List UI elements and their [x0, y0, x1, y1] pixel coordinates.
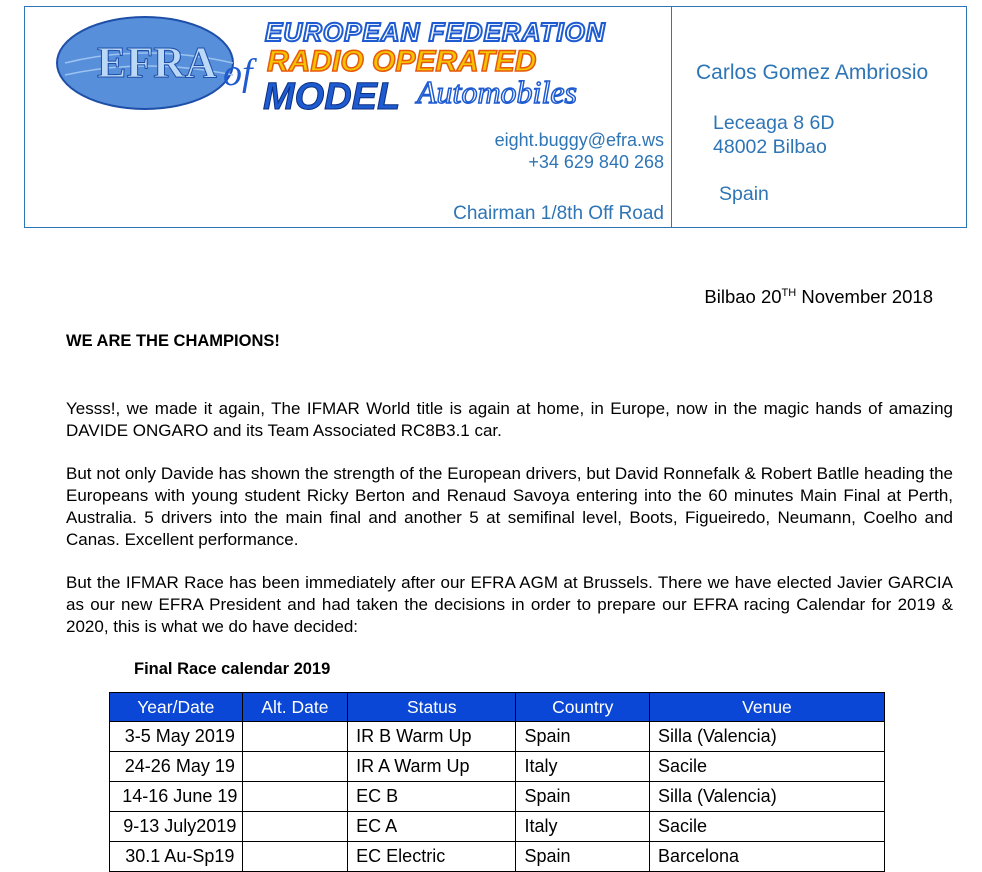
cell-country: Spain: [516, 782, 650, 812]
logo-line1: EUROPEAN FEDERATION: [265, 17, 606, 47]
paragraph-1: Yesss!, we made it again, The IFMAR World title is again at home, in Europe, now in the magic hands of amazing DAVIDE ONGARO and its Team Associated RC8B3.1 car.: [66, 399, 953, 440]
cell-date: 24-26 May 19: [110, 752, 243, 782]
column-header: Country: [516, 693, 650, 722]
sender-address: [713, 111, 834, 159]
address-line-2: 48002 Bilbao: [713, 136, 827, 158]
date-prefix: Bilbao 20: [704, 286, 782, 307]
cell-status: EC A: [348, 812, 516, 842]
table-row: [110, 842, 885, 872]
logo-word-of: of: [223, 52, 253, 94]
table-row: [110, 782, 885, 812]
cell-status: IR A Warm Up: [348, 752, 516, 782]
cell-status: IR B Warm Up: [348, 722, 516, 752]
table-row: [110, 722, 885, 752]
letter-heading: WE ARE THE CHAMPIONS!: [66, 332, 280, 350]
column-header: Venue: [649, 693, 884, 722]
cell-date: 3-5 May 2019: [110, 722, 243, 752]
sender-country: Spain: [719, 183, 769, 205]
address-line-1: Leceaga 8 6D: [713, 112, 835, 134]
email-link[interactable]: eight.buggy@efra.ws: [494, 130, 664, 150]
cell-venue: Barcelona: [649, 842, 884, 872]
cell-venue: Silla (Valencia): [649, 722, 884, 752]
contact-block: [495, 129, 664, 173]
cell-alt-date: [242, 782, 348, 812]
column-header: Alt. Date: [242, 693, 348, 722]
logo-word-automobiles: Automobiles: [417, 74, 577, 110]
cell-status: EC Electric: [348, 842, 516, 872]
phone-number: +34 629 840 268: [528, 152, 664, 172]
paragraph-2: But not only Davide has shown the strength of the European drivers, but David Ronnefalk & Robert Batlle heading the Europeans with young student Ricky Berton and Renaud Savoya entering into the 60 minutes Main Final at Perth, Australia. 5 drivers into the main final and another 5 at semifinal level, Boots, Figueiredo, Neumann, Coelho and Canas. Excellent performance.: [66, 464, 953, 549]
cell-date: 14-16 June 19: [110, 782, 243, 812]
date-suffix: November 2018: [796, 286, 933, 307]
table-header-row: [110, 693, 885, 722]
cell-country: Italy: [516, 752, 650, 782]
cell-alt-date: [242, 842, 348, 872]
cell-date: 9-13 July2019: [110, 812, 243, 842]
cell-country: Spain: [516, 842, 650, 872]
cell-venue: Sacile: [649, 812, 884, 842]
efra-logo: [55, 13, 617, 113]
cell-date: 30.1 Au-Sp19: [110, 842, 243, 872]
letterhead-divider: [671, 7, 672, 227]
cell-alt-date: [242, 752, 348, 782]
logo-line2: RADIO OPERATED: [267, 45, 537, 78]
paragraph-3: But the IFMAR Race has been immediately after our EFRA AGM at Brussels. There we have elected Javier GARCIA as our new EFRA President and had taken the decisions in order to prepare our EFRA racing Calendar for 2019 & 2020, this is what we do have decided:: [66, 573, 953, 636]
cell-venue: Silla (Valencia): [649, 782, 884, 812]
table-row: [110, 752, 885, 782]
logo-line3: MODEL: [263, 76, 401, 113]
letter-date: [704, 286, 933, 308]
table-row: [110, 812, 885, 842]
cell-alt-date: [242, 722, 348, 752]
sender-name: Carlos Gomez Ambriosio: [696, 61, 929, 84]
letterhead: [24, 6, 967, 228]
calendar-title: Final Race calendar 2019: [134, 660, 331, 678]
logo-mark: EFRA: [97, 38, 217, 87]
role-title: Chairman 1/8th Off Road: [453, 203, 664, 224]
cell-venue: Sacile: [649, 752, 884, 782]
cell-alt-date: [242, 812, 348, 842]
cell-country: Italy: [516, 812, 650, 842]
cell-country: Spain: [516, 722, 650, 752]
cell-status: EC B: [348, 782, 516, 812]
column-header: Year/Date: [110, 693, 243, 722]
race-calendar-table: [109, 692, 885, 872]
column-header: Status: [348, 693, 516, 722]
date-superscript: TH: [781, 287, 797, 299]
